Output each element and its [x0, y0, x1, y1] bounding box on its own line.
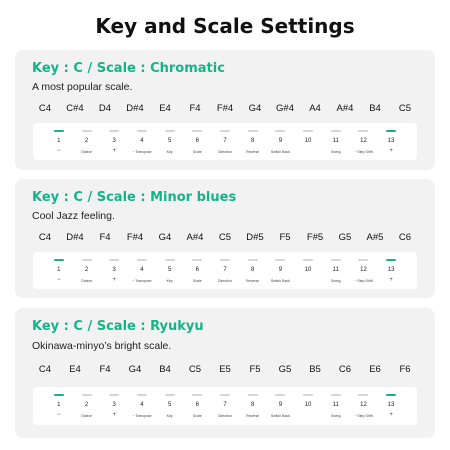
key-function-label: Reverse [246, 150, 260, 154]
key-button-9[interactable] [267, 123, 295, 160]
key-indicator-led [192, 394, 202, 396]
key-button-3[interactable] [100, 252, 128, 289]
key-indicator-led [358, 259, 368, 261]
key-indicator-led [358, 394, 368, 396]
key-function-label: Scale [192, 150, 202, 154]
key-button-9[interactable] [267, 252, 295, 289]
note-label: C#4 [66, 103, 84, 114]
note-label: C4 [38, 103, 52, 114]
note-row [30, 364, 420, 375]
key-button-5[interactable] [156, 123, 184, 160]
panel-heading: Key : C / Scale : Chromatic [32, 61, 225, 76]
key-number: 8 [251, 267, 255, 273]
note-label: A#4 [186, 232, 204, 243]
key-indicator-led [275, 394, 285, 396]
key-number: 11 [332, 138, 339, 144]
key-button-4[interactable] [128, 387, 156, 425]
key-indicator-led [109, 259, 119, 261]
key-number: 6 [195, 267, 199, 273]
key-function-label: Octave [80, 279, 93, 283]
note-label: F#4 [126, 232, 144, 243]
note-label: F5 [249, 364, 261, 375]
key-function-label: − Step Shift [354, 414, 373, 418]
note-label: G5 [338, 232, 352, 243]
key-indicator-led [386, 394, 396, 396]
key-indicator-led [220, 130, 230, 132]
key-function-label: Reverse [246, 414, 260, 418]
panel-description: Cool Jazz feeling. [32, 210, 115, 222]
note-label: A4 [309, 103, 321, 114]
note-label: D#4 [66, 232, 84, 243]
note-label: F4 [189, 103, 201, 114]
key-function-label: Switch Back [270, 414, 290, 418]
note-label: E6 [369, 364, 381, 375]
key-number: 11 [332, 402, 339, 408]
key-number: 13 [387, 138, 395, 144]
key-indicator-led [303, 394, 313, 396]
panel-description: Okinawa-minyo’s bright scale. [32, 340, 172, 352]
note-row [30, 232, 420, 243]
key-button-4[interactable] [128, 252, 156, 289]
key-button-12[interactable] [350, 252, 378, 289]
key-indicator-led [165, 394, 175, 396]
key-indicator-led [192, 130, 202, 132]
key-function-label: − Step Shift [354, 150, 373, 154]
key-button-13[interactable] [377, 123, 405, 160]
key-button-13[interactable] [377, 252, 405, 289]
key-number: 4 [140, 138, 144, 144]
key-number: 1 [57, 138, 61, 144]
key-indicator-led [82, 394, 92, 396]
key-function-label: Key [166, 414, 173, 418]
key-indicator-led [220, 394, 230, 396]
key-number: 4 [140, 402, 144, 408]
key-indicator-led [137, 394, 147, 396]
note-label: C6 [338, 364, 352, 375]
key-number: 5 [167, 402, 172, 408]
key-button-13[interactable] [377, 387, 405, 425]
key-indicator-led [54, 259, 64, 261]
key-number: 8 [251, 138, 255, 144]
key-button-8[interactable] [239, 387, 267, 425]
key-button-2[interactable] [73, 252, 101, 289]
key-button-3[interactable] [100, 387, 128, 425]
panel-description: A most popular scale. [32, 81, 133, 93]
key-function-label: Reverse [246, 279, 260, 283]
key-number: 13 [387, 267, 395, 273]
key-function-label: Key [166, 279, 173, 283]
key-button-11[interactable] [322, 123, 350, 160]
key-button-10[interactable] [294, 387, 322, 425]
key-indicator-led [192, 259, 202, 261]
key-button-7[interactable] [211, 252, 239, 289]
key-number: 10 [304, 267, 312, 273]
key-number: 7 [223, 138, 227, 144]
key-button-1[interactable] [45, 387, 73, 425]
key-function-label: Octave [80, 150, 93, 154]
key-function-label: Direction [218, 414, 232, 418]
key-function-label: Direction [218, 279, 232, 283]
key-function-label: Scale [192, 414, 202, 418]
key-indicator-led [275, 259, 285, 261]
key-indicator-led [331, 394, 341, 396]
key-function-label: + [389, 412, 393, 418]
page-title: Key and Scale Settings [95, 14, 355, 38]
key-number: 5 [167, 138, 172, 144]
key-number: 2 [84, 138, 89, 144]
key-function-label: + [389, 148, 393, 154]
note-label: B4 [159, 364, 171, 375]
key-button-2[interactable] [73, 123, 101, 160]
note-row [30, 103, 420, 114]
key-indicator-led [248, 394, 258, 396]
key-indicator-led [275, 130, 285, 132]
note-label: C4 [38, 232, 52, 243]
key-button-3[interactable] [100, 123, 128, 160]
note-label: G5 [278, 364, 292, 375]
key-function-label: + [112, 277, 116, 283]
key-indicator-led [137, 130, 147, 132]
key-button-12[interactable] [350, 123, 378, 160]
key-button-6[interactable] [183, 123, 211, 160]
key-button-5[interactable] [156, 252, 184, 289]
key-function-label: Key [166, 150, 173, 154]
key-number: 1 [57, 402, 61, 408]
key-number: 9 [278, 267, 283, 273]
scale-panel-ryukyu [15, 308, 435, 438]
key-function-label: Swing [330, 414, 341, 418]
key-button-6[interactable] [183, 387, 211, 425]
key-function-label: + [389, 277, 393, 283]
key-indicator-led [165, 130, 175, 132]
key-number: 7 [223, 267, 227, 273]
note-label: F6 [399, 364, 411, 375]
key-indicator-led [248, 259, 258, 261]
note-label: E4 [69, 364, 81, 375]
key-number: 4 [140, 267, 144, 273]
note-label: F4 [99, 232, 111, 243]
key-button-1[interactable] [45, 123, 73, 160]
note-label: G#4 [276, 103, 294, 114]
key-indicator-led [386, 130, 396, 132]
key-indicator-led [248, 130, 258, 132]
note-label: D#4 [126, 103, 144, 114]
key-indicator-led [303, 259, 313, 261]
key-button-10[interactable] [294, 123, 322, 160]
note-label: D#5 [246, 232, 264, 243]
key-number: 12 [360, 138, 367, 144]
note-label: D4 [98, 103, 112, 114]
key-strip [33, 252, 417, 289]
key-number: 9 [278, 402, 283, 408]
key-number: 10 [304, 402, 312, 408]
note-label: A#4 [336, 103, 354, 114]
key-number: 13 [387, 402, 395, 408]
key-indicator-led [137, 259, 147, 261]
note-label: G4 [248, 103, 262, 114]
key-indicator-led [109, 394, 119, 396]
key-number: 3 [112, 402, 116, 408]
key-button-10[interactable] [294, 252, 322, 289]
key-indicator-led [82, 259, 92, 261]
key-indicator-led [54, 394, 64, 396]
key-function-label: − Transpose [132, 279, 152, 283]
key-button-4[interactable] [128, 123, 156, 160]
key-function-label: + [112, 148, 116, 154]
key-indicator-led [220, 259, 230, 261]
key-number: 11 [332, 267, 339, 273]
key-number: 12 [360, 267, 367, 273]
key-function-label: − Step Shift [354, 279, 373, 283]
note-label: E4 [159, 103, 171, 114]
key-button-5[interactable] [156, 387, 184, 425]
key-function-label: Octave [80, 414, 93, 418]
note-label: B4 [369, 103, 381, 114]
key-number: 6 [195, 402, 199, 408]
key-function-label: Direction [218, 150, 232, 154]
panel-heading: Key : C / Scale : Minor blues [32, 190, 237, 205]
key-indicator-led [386, 259, 396, 261]
key-function-label: Swing [330, 150, 341, 154]
key-function-label: Switch Back [270, 150, 290, 154]
key-function-label: Swing [330, 279, 341, 283]
key-function-label: − Transpose [132, 150, 152, 154]
key-function-label: − [57, 412, 61, 418]
note-label: F5 [279, 232, 291, 243]
key-indicator-led [331, 130, 341, 132]
note-label: G4 [158, 232, 172, 243]
key-indicator-led [165, 259, 175, 261]
key-button-6[interactable] [183, 252, 211, 289]
key-function-label: + [112, 412, 116, 418]
key-function-label: − [57, 148, 61, 154]
key-number: 2 [84, 402, 89, 408]
note-label: C6 [398, 232, 412, 243]
note-label: A#5 [366, 232, 384, 243]
key-number: 6 [195, 138, 199, 144]
note-label: C5 [218, 232, 232, 243]
note-label: F4 [99, 364, 111, 375]
key-number: 7 [223, 402, 227, 408]
note-label: B5 [309, 364, 321, 375]
key-indicator-led [358, 130, 368, 132]
key-button-8[interactable] [239, 123, 267, 160]
key-button-2[interactable] [73, 387, 101, 425]
note-label: E5 [219, 364, 231, 375]
key-number: 2 [84, 267, 89, 273]
key-function-label: Switch Back [270, 279, 290, 283]
key-indicator-led [331, 259, 341, 261]
key-button-9[interactable] [267, 387, 295, 425]
key-number: 9 [278, 138, 283, 144]
key-button-1[interactable] [45, 252, 73, 289]
key-number: 8 [251, 402, 255, 408]
note-label: F#5 [306, 232, 324, 243]
key-indicator-led [303, 130, 313, 132]
key-number: 10 [304, 138, 312, 144]
key-number: 1 [57, 267, 61, 273]
key-function-label: − Transpose [132, 414, 152, 418]
key-button-11[interactable] [322, 387, 350, 425]
key-indicator-led [109, 130, 119, 132]
note-label: F#4 [216, 103, 234, 114]
key-button-7[interactable] [211, 387, 239, 425]
key-function-label: − [57, 277, 61, 283]
key-number: 3 [112, 267, 116, 273]
key-indicator-led [82, 130, 92, 132]
key-button-7[interactable] [211, 123, 239, 160]
panel-heading: Key : C / Scale : Ryukyu [32, 319, 204, 334]
key-strip [33, 387, 417, 425]
key-button-8[interactable] [239, 252, 267, 289]
key-strip [33, 123, 417, 160]
key-function-label: Scale [192, 279, 202, 283]
note-label: C5 [398, 103, 412, 114]
note-label: G4 [128, 364, 142, 375]
key-number: 12 [360, 402, 367, 408]
key-button-12[interactable] [350, 387, 378, 425]
key-number: 3 [112, 138, 116, 144]
key-indicator-led [54, 130, 64, 132]
scale-panel-minor-blues [15, 179, 435, 298]
key-button-11[interactable] [322, 252, 350, 289]
note-label: C5 [188, 364, 202, 375]
key-number: 5 [167, 267, 172, 273]
note-label: C4 [38, 364, 52, 375]
scale-panel-chromatic [15, 50, 435, 170]
